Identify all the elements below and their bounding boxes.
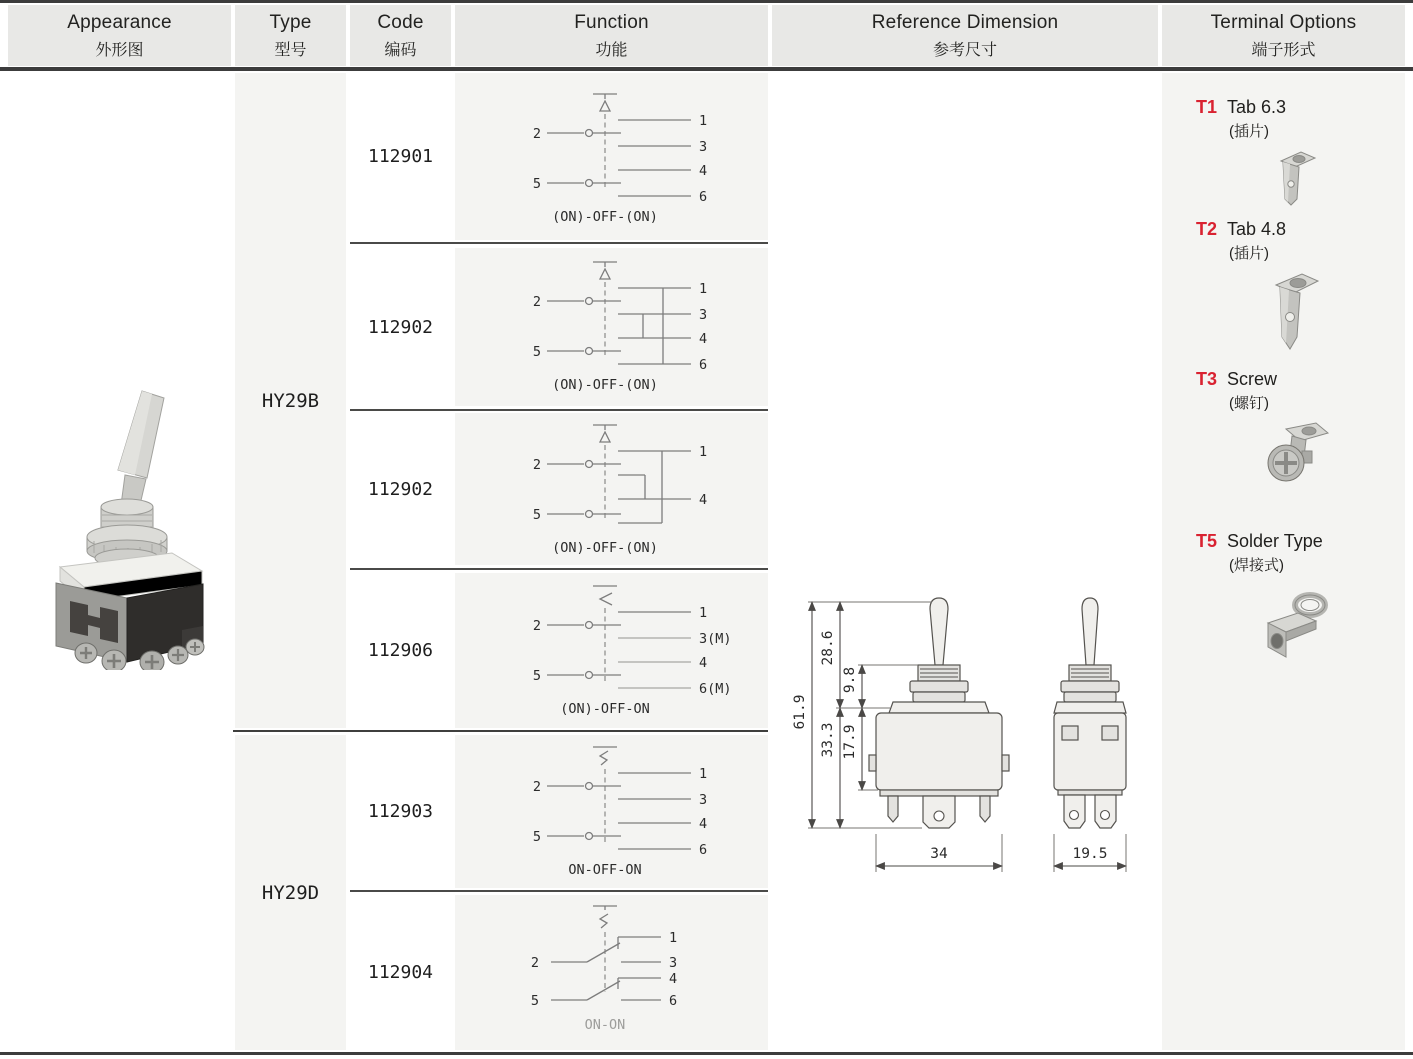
bottom-border: [0, 1052, 1413, 1055]
header-code: [350, 5, 451, 66]
code-cell-112902a: [350, 248, 451, 406]
schematic-112904: [455, 892, 768, 1052]
terminal-t2-icon-wrap: [1196, 271, 1396, 363]
terminal-t3-id: T3: [1196, 369, 1218, 389]
dim-body-lower-height: 17.9: [842, 724, 858, 760]
header-code-en: Code: [377, 11, 424, 33]
dim-total-height: 61.9: [792, 694, 808, 730]
pin-label: 4: [699, 492, 708, 508]
pin-label: 5: [532, 829, 541, 845]
header-function-en: Function: [574, 11, 649, 33]
type-label-hy29d: [235, 735, 346, 1050]
pin-label: 5: [530, 992, 539, 1009]
header-appearance-en: Appearance: [67, 11, 172, 33]
terminal-t5-icon-wrap: [1196, 589, 1396, 663]
pin-label: 4: [699, 162, 708, 179]
screw-terminal-icon: [1262, 421, 1330, 487]
pin-label: 2: [532, 779, 541, 795]
code-cell-112902b: [350, 413, 451, 565]
pin-label: 4: [699, 816, 708, 832]
pin-label: 4: [699, 655, 708, 671]
code-text-4: 112906: [367, 640, 434, 661]
pin-label: 5: [532, 175, 541, 192]
code-cell-112906: [350, 573, 451, 728]
function-diagram-row4: [455, 569, 768, 731]
code-text-3: 112902: [367, 478, 434, 500]
header-appearance-zh: 外形图: [95, 41, 144, 59]
schematic-112906: [455, 570, 768, 730]
tab-4-8-terminal-icon: [1270, 271, 1322, 363]
header-type: [235, 5, 346, 66]
header-function-zh: 功能: [595, 41, 628, 59]
terminal-option-t2: [1196, 219, 1396, 363]
type-label-hy29b: [235, 73, 346, 728]
pin-label: 4: [699, 331, 708, 347]
code-text-1: 112901: [367, 146, 434, 167]
pin-label: 3: [669, 954, 678, 971]
terminal-t1-id: T1: [1196, 97, 1218, 117]
pin-label: 1: [699, 766, 708, 782]
function-label: (ON)-OFF-(ON): [552, 377, 658, 393]
terminal-t1-name: Tab 6.3: [1227, 97, 1287, 117]
terminal-t2-id: T2: [1196, 219, 1218, 239]
function-diagram-row2: [455, 243, 768, 409]
dim-body-height: 33.3: [820, 722, 836, 758]
pin-label: 3: [699, 307, 708, 323]
side-view: [1054, 598, 1126, 828]
schematic-112902a: [455, 246, 768, 406]
schematic-112903: [455, 731, 768, 891]
code-cell-112904: [350, 895, 451, 1050]
function-label: ON-ON: [584, 1016, 626, 1033]
code-cell-112901: [350, 73, 451, 240]
terminal-t1-icon-wrap: [1196, 149, 1396, 213]
pin-label: 3(M): [699, 631, 732, 647]
pin-label: 5: [532, 507, 541, 523]
pin-label: 1: [699, 444, 708, 460]
front-view: [869, 598, 1009, 828]
pin-label: 1: [669, 929, 678, 946]
code-cell-112903: [350, 735, 451, 888]
appearance-image: [22, 385, 217, 670]
terminal-t2-name-zh: (插片): [1229, 245, 1269, 262]
code-text-2: 112902: [367, 316, 434, 338]
terminal-t5-name-zh: (焊接式): [1229, 557, 1284, 574]
pin-label: 2: [530, 954, 539, 971]
header-type-en: Type: [269, 11, 312, 33]
terminal-option-t1: [1196, 97, 1396, 213]
terminal-t5-id: T5: [1196, 531, 1218, 551]
header-appearance: [8, 5, 231, 66]
header-reference-dimension: [772, 5, 1158, 66]
pin-label: 6(M): [699, 681, 732, 697]
terminal-t5-name: Solder Type: [1227, 531, 1323, 551]
header-terminal-options-en: Terminal Options: [1210, 11, 1357, 33]
header-underline: [0, 67, 1413, 71]
dim-side-width: 19.5: [1072, 846, 1108, 862]
terminal-t3-name: Screw: [1227, 369, 1278, 389]
pin-label: 2: [532, 294, 541, 310]
terminal-t2-name: Tab 4.8: [1227, 219, 1287, 239]
schematic-112902b: [455, 409, 768, 569]
pin-label: 5: [532, 668, 541, 684]
header-reference-dimension-en: Reference Dimension: [871, 11, 1059, 33]
pin-label: 2: [532, 457, 541, 473]
header-type-zh: 型号: [274, 41, 307, 59]
switch-lever: [118, 391, 164, 509]
function-label: (ON)-OFF-ON: [560, 701, 650, 717]
reference-dimension-drawing: [772, 72, 1158, 1052]
function-label: ON-OFF-ON: [568, 862, 642, 878]
terminal-t1-name-zh: (插片): [1229, 123, 1269, 140]
header-terminal-options: [1162, 5, 1405, 66]
function-label: (ON)-OFF-(ON): [552, 540, 658, 556]
function-diagram-row5: [455, 731, 768, 891]
top-border: [0, 0, 1413, 3]
terminal-option-t5: [1196, 531, 1396, 663]
solder-terminal-icon: [1260, 589, 1332, 663]
function-diagram-row3: [455, 409, 768, 569]
code-text-6: 112904: [367, 962, 434, 983]
pin-label: 3: [699, 138, 708, 155]
header-function: [455, 5, 768, 66]
pin-label: 6: [699, 188, 708, 205]
dimension-svg: [772, 72, 1158, 1052]
pin-label: 6: [669, 992, 678, 1009]
dim-lever-height: 28.6: [820, 630, 836, 666]
toggle-switch-illustration: [22, 385, 217, 670]
type-hy29d-text: HY29D: [261, 881, 320, 904]
dim-front-width: 34: [930, 846, 948, 862]
tab-6-3-terminal-icon: [1273, 149, 1319, 213]
pin-label: 4: [669, 970, 678, 987]
pin-label: 1: [699, 281, 708, 297]
terminal-t3-icon-wrap: [1196, 421, 1396, 487]
pin-label: 1: [699, 112, 708, 129]
header-reference-dimension-zh: 参考尺寸: [932, 41, 997, 59]
dim-bushing-height: 9.8: [842, 666, 858, 694]
header-code-zh: 编码: [384, 41, 417, 59]
pin-label: 5: [532, 344, 541, 360]
pin-label: 6: [699, 842, 708, 858]
terminal-option-t3: [1196, 369, 1396, 487]
function-diagram-row6: [455, 891, 768, 1052]
code-text-5: 112903: [367, 801, 434, 822]
function-label: (ON)-OFF-(ON): [552, 208, 658, 225]
pin-label: 3: [699, 792, 708, 808]
pin-label: 1: [699, 605, 708, 621]
function-diagram-row1: [455, 72, 768, 243]
schematic-112901: [455, 78, 768, 238]
type-hy29b-text: HY29B: [261, 389, 320, 412]
pin-label: 2: [532, 125, 541, 142]
pin-label: 2: [532, 618, 541, 634]
header-terminal-options-zh: 端子形式: [1251, 41, 1316, 59]
terminal-t3-name-zh: (螺钉): [1229, 395, 1269, 412]
pin-label: 6: [699, 357, 708, 373]
